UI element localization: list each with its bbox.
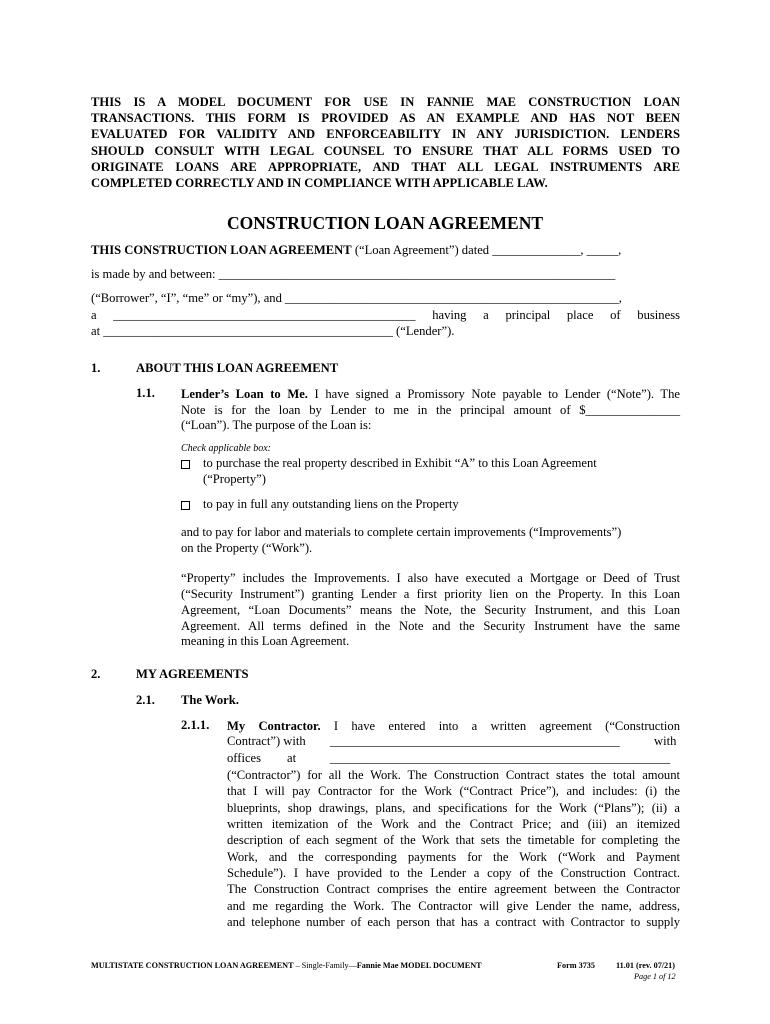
footer-family-type: – Single-Family— [293,961,357,970]
check-applicable-label: Check applicable box: [181,443,271,454]
option-purchase-label-cont: (“Property”) [203,472,266,486]
paragraph-line: Agreement, “Loan Documents” means the Note, the Security Instrument, and this Loan [181,603,680,617]
paragraph-line: “Property” includes the Improvements. I also have executed a Mortgage or Deed of Trust [181,571,680,585]
at-label: at [287,751,297,765]
paragraph-line: written itemization of the Work and the Contract Price; and (iii) an itemized [227,817,680,831]
disclaimer-line: EVALUATED FOR VALIDITY AND ENFORCEABILITY IN ANY JURISDICTION. LENDERS [91,127,680,142]
contractor-name-blank: ______________________________________________ [330,734,620,748]
paragraph-line: The Construction Contract comprises the entire agreement between the Contractor [227,882,680,896]
section-1-1-number: 1.1. [136,386,155,400]
section-1-1-line: (“Loan”). The purpose of the Loan is: [181,418,372,432]
paragraph-line: meaning in this Loan Agreement. [181,634,350,648]
preamble-line-4: a ________________________________________________ having a principal place of business [91,308,680,322]
paragraph-line: (“Contractor”) for all the Work. The Construction Contract states the total amount [227,768,680,782]
section-2-1-heading: The Work. [181,693,239,707]
paragraph-line: that I will pay Contractor for the Work (“Contract Price”), and includes: (i) the [227,784,680,798]
paragraph-line: and telephone number of each person that has a contract with Contractor to supply [227,915,680,929]
section-2-1-1-number: 2.1.1. [181,718,210,732]
disclaimer-line: COMPLETED CORRECTLY AND IN COMPLIANCE WITH APPLICABLE LAW. [91,175,548,190]
with-label: with [654,734,677,748]
contractor-office-blank: ______________________________________________________ [330,751,671,765]
disclaimer-line: TRANSACTIONS. THIS FORM IS PROVIDED AS AN EXAMPLE AND HAS NOT BEEN [91,111,680,126]
section-2-1-1-heading: My Contractor. [227,719,321,733]
preamble-line-1 [91,243,621,258]
disclaimer-line: THIS IS A MODEL DOCUMENT FOR USE IN FANNIE MAE CONSTRUCTION LOAN [91,95,680,109]
section-1-1-text: I have signed a Promissory Note payable to Lender (“Note”). The [307,387,681,401]
section-2-1-number: 2.1. [136,693,155,707]
disclaimer [91,94,680,191]
footer-document-name [91,961,482,970]
section-2-number: 2. [91,667,101,681]
section-1-number: 1. [91,361,101,375]
section-1-1-heading: Lender’s Loan to Me. [181,387,308,401]
paragraph-line: blueprints, shop drawings, plans, and specifications for the Work (“Plans”); (ii) a [227,801,680,815]
paragraph-line: (“Security Instrument”) granting Lender a first priority lien on the Property. In this Loan [181,587,680,601]
section-2-1-1-text: I have entered into a written agreement (“Construction [320,719,680,733]
disclaimer-line: SHOULD CONSULT WITH LEGAL COUNSEL TO ENSURE THAT ALL FORMS USED TO [91,143,680,158]
paragraph-line: Agreement. All terms defined in the Note and the Security Instrument have the same [181,619,680,633]
footer-page-number: Page 1 of 12 [634,972,676,981]
preamble-line-3: (“Borrower”, “I”, “me” or “my”), and _____________________________________________________, [91,291,622,305]
document-title: CONSTRUCTION LOAN AGREEMENT [226,213,544,233]
offices-label: offices [227,751,262,765]
paragraph-line: Schedule”). I have provided to the Lender a copy of the Construction Contract. [227,866,680,880]
preamble-line-5: at ______________________________________________ (“Lender”). [91,324,455,338]
footer-model-document: Fannie Mae MODEL DOCUMENT [356,961,482,970]
pay-liens-checkbox[interactable] [181,501,190,510]
footer-agreement-title: MULTISTATE CONSTRUCTION LOAN AGREEMENT [91,961,294,970]
section-1-1-line [181,386,680,402]
option-pay-liens-label: to pay in full any outstanding liens on the Property [203,497,459,511]
section-2-heading: MY AGREEMENTS [136,667,249,681]
contract-with-label: Contract”) with [227,734,306,748]
section-1-1-line: Note is for the loan by Lender to me in the principal amount of $_______________ [181,403,680,417]
paragraph-line: and me regarding the Work. The Contractor will give Lender the name, address, [227,899,680,913]
option-purchase-label: to purchase the real property described in Exhibit “A” to this Loan Agreement [203,456,597,470]
section-1-heading: ABOUT THIS LOAN AGREEMENT [136,361,339,375]
paragraph-line: and to pay for labor and materials to complete certain improvements (“Improvements”) [181,525,622,539]
preamble-agreement-name: THIS CONSTRUCTION LOAN AGREEMENT [91,243,352,257]
purchase-property-checkbox[interactable] [181,460,190,469]
paragraph-line: description of each segment of the Work that sets the timetable for completing the [227,833,680,847]
footer-revision: 11.01 (rev. 07/21) [616,961,675,970]
preamble-date-blank: (“Loan Agreement”) dated ______________, _____, [351,243,622,257]
paragraph-line: Work, and the corresponding payments for the Work (“Work and Payment [227,850,680,864]
paragraph-line: on the Property (“Work”). [181,541,313,555]
section-2-1-1-line [227,718,680,734]
footer-form-number: Form 3735 [557,961,595,970]
preamble-line-2: is made by and between: _______________________________________________________________ [91,267,616,281]
disclaimer-line: ORIGINATE LOANS ARE APPROPRIATE, AND THAT ALL LEGAL INSTRUMENTS ARE [91,159,680,174]
